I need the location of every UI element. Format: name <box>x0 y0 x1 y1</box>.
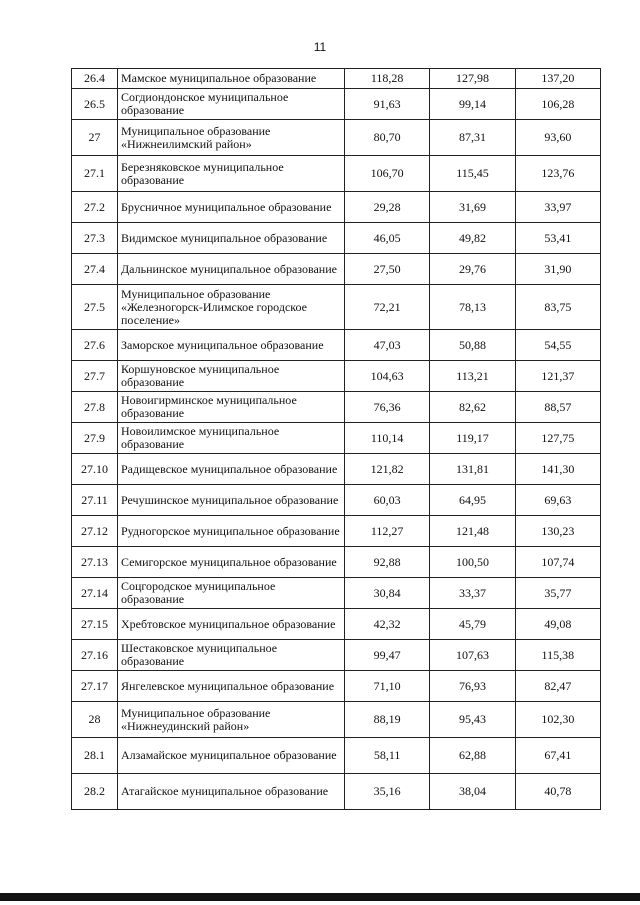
municipality-name-cell: Радищевское муниципальное образование <box>118 454 345 485</box>
value-cell-v3: 35,77 <box>515 578 600 609</box>
page-number: 11 <box>313 40 327 54</box>
value-cell-v1: 72,21 <box>345 285 430 330</box>
row-number-cell: 27.8 <box>72 392 118 423</box>
value-cell-v2: 121,48 <box>430 516 515 547</box>
municipality-name-cell: Атагайское муниципальное образование <box>118 774 345 810</box>
value-cell-v1: 80,70 <box>345 120 430 156</box>
value-cell-v2: 95,43 <box>430 702 515 738</box>
municipality-name-cell: Муниципальное образование «Нижнеудинский район» <box>118 702 345 738</box>
table-row <box>72 156 601 192</box>
value-cell-v2: 100,50 <box>430 547 515 578</box>
value-cell-v3: 33,97 <box>515 192 600 223</box>
value-cell-v3: 123,76 <box>515 156 600 192</box>
table-row <box>72 609 601 640</box>
value-cell-v3: 82,47 <box>515 671 600 702</box>
municipality-name-cell: Заморское муниципальное образование <box>118 330 345 361</box>
municipality-name-cell: Новоилимское муниципальное образование <box>118 423 345 454</box>
municipality-name-cell: Мамское муниципальное образование <box>118 69 345 89</box>
value-cell-v2: 107,63 <box>430 640 515 671</box>
value-cell-v3: 88,57 <box>515 392 600 423</box>
row-number-cell: 27.7 <box>72 361 118 392</box>
row-number-cell: 27.15 <box>72 609 118 640</box>
municipality-name-cell: Новоигирминское муниципальное образование <box>118 392 345 423</box>
value-cell-v3: 127,75 <box>515 423 600 454</box>
row-number-cell: 27.6 <box>72 330 118 361</box>
value-cell-v3: 107,74 <box>515 547 600 578</box>
value-cell-v2: 31,69 <box>430 192 515 223</box>
table-row <box>72 285 601 330</box>
row-number-cell: 27.14 <box>72 578 118 609</box>
table-row <box>72 774 601 810</box>
value-cell-v2: 38,04 <box>430 774 515 810</box>
row-number-cell: 27.4 <box>72 254 118 285</box>
table-row <box>72 89 601 120</box>
value-cell-v3: 40,78 <box>515 774 600 810</box>
table-row <box>72 392 601 423</box>
value-cell-v1: 46,05 <box>345 223 430 254</box>
value-cell-v2: 119,17 <box>430 423 515 454</box>
row-number-cell: 27.16 <box>72 640 118 671</box>
value-cell-v2: 115,45 <box>430 156 515 192</box>
value-cell-v1: 35,16 <box>345 774 430 810</box>
row-number-cell: 27.17 <box>72 671 118 702</box>
table-row <box>72 485 601 516</box>
table-row <box>72 361 601 392</box>
municipality-name-cell: Алзамайское муниципальное образование <box>118 738 345 774</box>
value-cell-v3: 53,41 <box>515 223 600 254</box>
value-cell-v3: 121,37 <box>515 361 600 392</box>
value-cell-v1: 99,47 <box>345 640 430 671</box>
value-cell-v1: 29,28 <box>345 192 430 223</box>
value-cell-v1: 118,28 <box>345 69 430 89</box>
municipality-name-cell: Видимское муниципальное образование <box>118 223 345 254</box>
row-number-cell: 27.5 <box>72 285 118 330</box>
municipality-name-cell: Дальнинское муниципальное образование <box>118 254 345 285</box>
table-row <box>72 516 601 547</box>
table-row <box>72 223 601 254</box>
table-row <box>72 120 601 156</box>
value-cell-v1: 27,50 <box>345 254 430 285</box>
municipality-name-cell: Коршуновское муниципальное образование <box>118 361 345 392</box>
table-row <box>72 423 601 454</box>
value-cell-v1: 91,63 <box>345 89 430 120</box>
value-cell-v2: 131,81 <box>430 454 515 485</box>
value-cell-v1: 104,63 <box>345 361 430 392</box>
value-cell-v2: 29,76 <box>430 254 515 285</box>
value-cell-v1: 58,11 <box>345 738 430 774</box>
value-cell-v3: 83,75 <box>515 285 600 330</box>
row-number-cell: 27.10 <box>72 454 118 485</box>
value-cell-v3: 137,20 <box>515 69 600 89</box>
table-row <box>72 671 601 702</box>
value-cell-v1: 76,36 <box>345 392 430 423</box>
value-cell-v1: 30,84 <box>345 578 430 609</box>
row-number-cell: 28.2 <box>72 774 118 810</box>
municipality-name-cell: Муниципальное образование «Железногорск-Илимское городское поселение» <box>118 285 345 330</box>
municipality-name-cell: Рудногорское муниципальное образование <box>118 516 345 547</box>
value-cell-v3: 141,30 <box>515 454 600 485</box>
value-cell-v1: 71,10 <box>345 671 430 702</box>
municipality-name-cell: Семигорское муниципальное образование <box>118 547 345 578</box>
data-table <box>71 68 601 810</box>
value-cell-v3: 54,55 <box>515 330 600 361</box>
table-row <box>72 578 601 609</box>
value-cell-v1: 112,27 <box>345 516 430 547</box>
value-cell-v1: 47,03 <box>345 330 430 361</box>
value-cell-v3: 115,38 <box>515 640 600 671</box>
value-cell-v3: 106,28 <box>515 89 600 120</box>
scan-edge-line <box>0 893 640 901</box>
value-cell-v3: 67,41 <box>515 738 600 774</box>
table-row <box>72 702 601 738</box>
municipality-name-cell: Хребтовское муниципальное образование <box>118 609 345 640</box>
value-cell-v1: 88,19 <box>345 702 430 738</box>
municipality-name-cell: Янгелевское муниципальное образование <box>118 671 345 702</box>
value-cell-v2: 50,88 <box>430 330 515 361</box>
table-row <box>72 254 601 285</box>
municipality-name-cell: Соцгородское муниципальное образование <box>118 578 345 609</box>
table-row <box>72 69 601 89</box>
municipality-name-cell: Брусничное муниципальное образование <box>118 192 345 223</box>
row-number-cell: 27.1 <box>72 156 118 192</box>
value-cell-v2: 49,82 <box>430 223 515 254</box>
municipality-name-cell: Березняковское муниципальное образование <box>118 156 345 192</box>
value-cell-v3: 130,23 <box>515 516 600 547</box>
value-cell-v1: 121,82 <box>345 454 430 485</box>
table-row <box>72 547 601 578</box>
value-cell-v1: 106,70 <box>345 156 430 192</box>
row-number-cell: 27 <box>72 120 118 156</box>
value-cell-v2: 127,98 <box>430 69 515 89</box>
value-cell-v2: 45,79 <box>430 609 515 640</box>
value-cell-v2: 87,31 <box>430 120 515 156</box>
row-number-cell: 27.2 <box>72 192 118 223</box>
row-number-cell: 27.12 <box>72 516 118 547</box>
table-row <box>72 640 601 671</box>
value-cell-v2: 62,88 <box>430 738 515 774</box>
row-number-cell: 27.13 <box>72 547 118 578</box>
value-cell-v2: 99,14 <box>430 89 515 120</box>
value-cell-v3: 93,60 <box>515 120 600 156</box>
value-cell-v2: 64,95 <box>430 485 515 516</box>
value-cell-v3: 31,90 <box>515 254 600 285</box>
table-row <box>72 454 601 485</box>
value-cell-v1: 92,88 <box>345 547 430 578</box>
row-number-cell: 28 <box>72 702 118 738</box>
table-row <box>72 192 601 223</box>
value-cell-v3: 102,30 <box>515 702 600 738</box>
value-cell-v2: 76,93 <box>430 671 515 702</box>
municipality-name-cell: Муниципальное образование «Нижнеилимский район» <box>118 120 345 156</box>
municipality-name-cell: Согдиондонское муниципальное образование <box>118 89 345 120</box>
value-cell-v2: 78,13 <box>430 285 515 330</box>
row-number-cell: 28.1 <box>72 738 118 774</box>
row-number-cell: 27.11 <box>72 485 118 516</box>
row-number-cell: 27.9 <box>72 423 118 454</box>
table-body <box>72 69 601 810</box>
row-number-cell: 26.5 <box>72 89 118 120</box>
value-cell-v2: 113,21 <box>430 361 515 392</box>
table-row <box>72 330 601 361</box>
value-cell-v2: 33,37 <box>430 578 515 609</box>
municipality-name-cell: Шестаковское муниципальное образование <box>118 640 345 671</box>
row-number-cell: 27.3 <box>72 223 118 254</box>
value-cell-v1: 60,03 <box>345 485 430 516</box>
value-cell-v2: 82,62 <box>430 392 515 423</box>
municipality-name-cell: Речушинское муниципальное образование <box>118 485 345 516</box>
value-cell-v1: 110,14 <box>345 423 430 454</box>
table-row <box>72 738 601 774</box>
value-cell-v3: 69,63 <box>515 485 600 516</box>
row-number-cell: 26.4 <box>72 69 118 89</box>
value-cell-v3: 49,08 <box>515 609 600 640</box>
value-cell-v1: 42,32 <box>345 609 430 640</box>
